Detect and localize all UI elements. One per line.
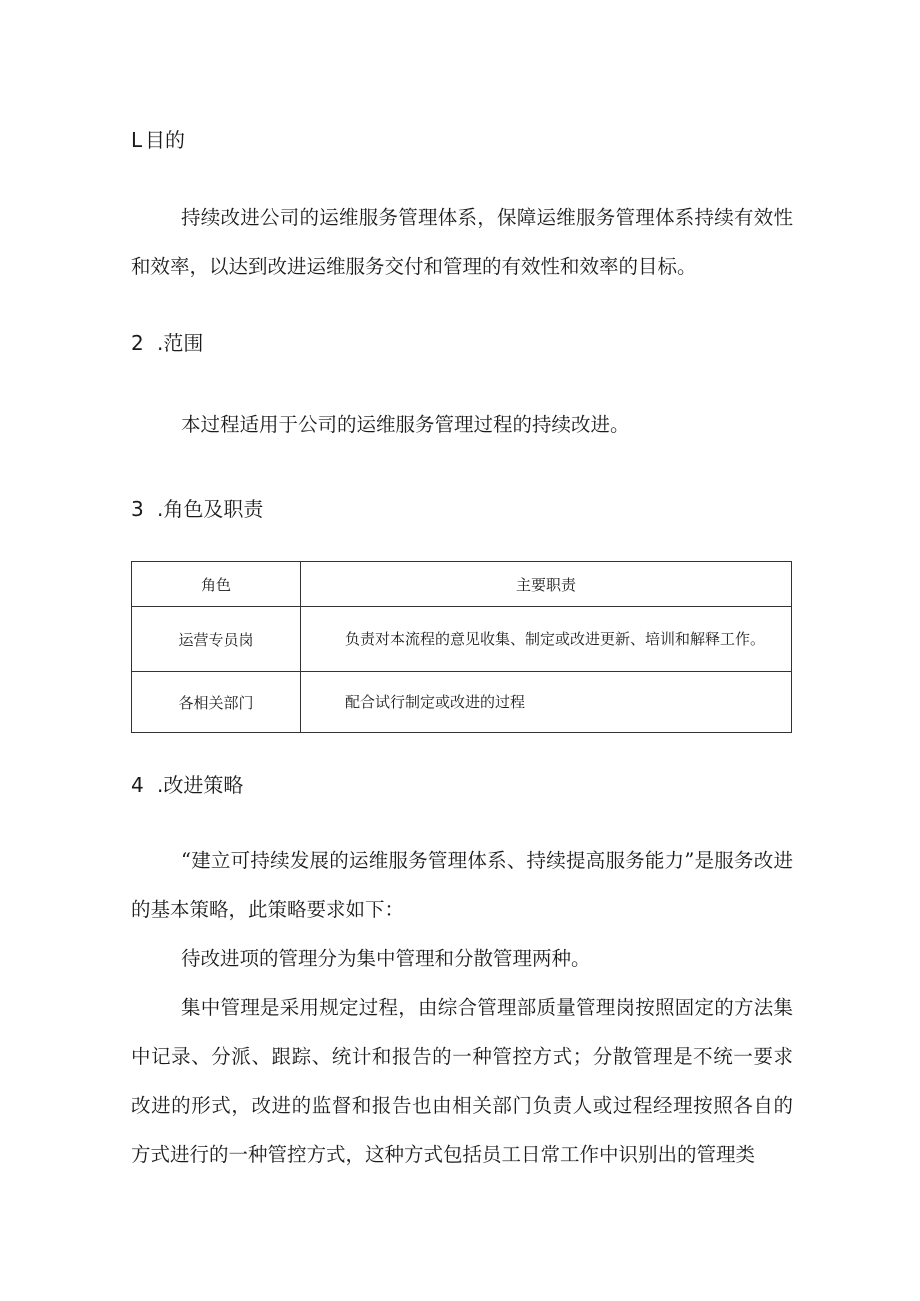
table-header-row [132, 562, 792, 607]
scope-paragraph: 本过程适用于公司的运维服务管理过程的持续改进。 [181, 413, 630, 436]
strategy-paragraph-3: 集中管理是采用规定过程，由综合管理部质量管理岗按照固定的方法集中记录、分派、跟踪、统计和报告的一种管控方式；分散管理是不统一要求改进的形式，改进的监督和报告也由相关部门负责人或过程经理按照各自的方式进行的一种管控方式，这种方式包括员工日常工作中识别出的管理类 [131, 996, 793, 1166]
table-header-role: 角色 [132, 562, 301, 607]
table-header-duty: 主要职责 [301, 562, 792, 607]
section-2-heading [131, 331, 203, 355]
section-number: L [131, 128, 143, 152]
strategy-paragraph-2: 待改进项的管理分为集中管理和分散管理两种。 [181, 947, 591, 970]
section-title: .改进策略 [157, 773, 244, 797]
table-cell-role: 运营专员岗 [132, 607, 301, 672]
section-title: .角色及职责 [157, 497, 264, 521]
section-4-heading [131, 773, 243, 797]
purpose-paragraph: 持续改进公司的运维服务管理体系，保障运维服务管理体系持续有效性和效率，以达到改进运维服务交付和管理的有效性和效率的目标。 [131, 206, 793, 278]
table-cell-role: 各相关部门 [132, 672, 301, 733]
section-title: .范围 [157, 331, 204, 355]
table-row [132, 607, 792, 672]
strategy-paragraph-1: “建立可持续发展的运维服务管理体系、持续提高服务能力”是服务改进的基本策略，此策略要求如下： [131, 849, 793, 921]
section-number: 3 [131, 497, 144, 521]
table-cell-duty: 配合试行制定或改进的过程 [301, 672, 792, 733]
section-1-heading [131, 128, 185, 152]
section-number: 4 [131, 773, 144, 797]
table-row [132, 672, 792, 733]
section-title: 目的 [145, 128, 185, 152]
section-3-heading [131, 497, 263, 521]
roles-table [131, 561, 792, 733]
section-number: 2 [131, 331, 144, 355]
table-cell-duty: 负责对本流程的意见收集、制定或改进更新、培训和解释工作。 [301, 607, 792, 672]
